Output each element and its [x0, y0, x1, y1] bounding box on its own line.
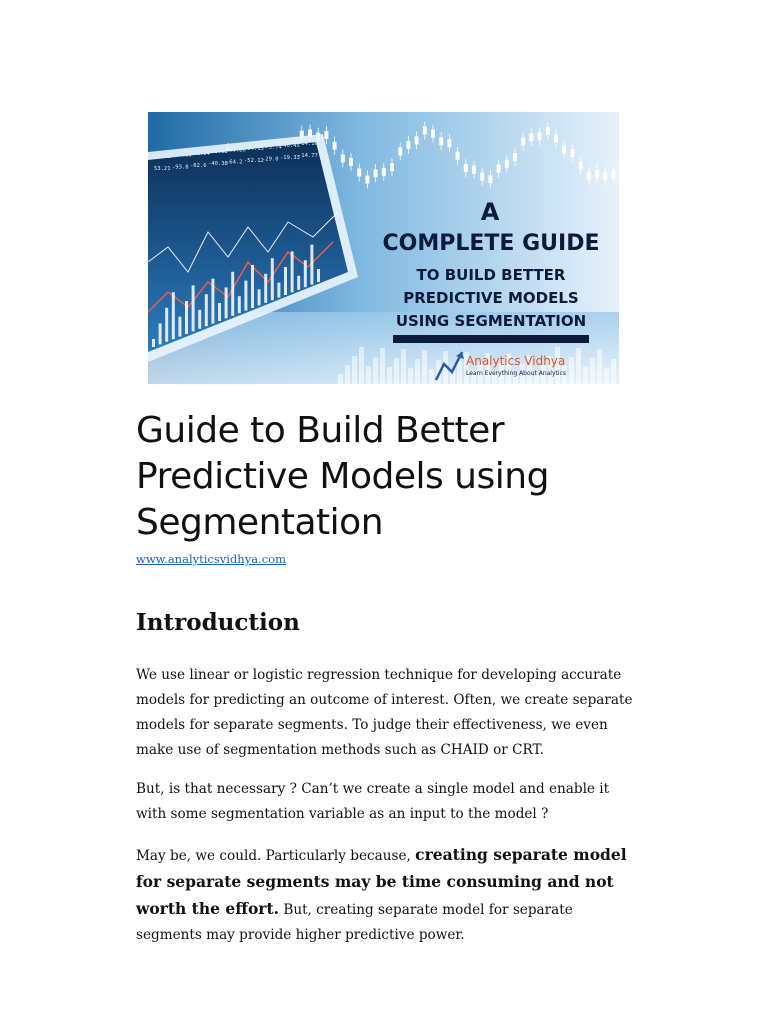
ticker-value: -40.45 [280, 142, 300, 149]
ticker-value: -53.82 [208, 149, 228, 156]
intro-paragraph-2: But, is that necessary ? Can’t we create a single model and enable it with some segmentation variable as an input to the model ? [136, 781, 610, 822]
ticker-value: -64.15 [244, 146, 264, 152]
ticker-value: -11.24 [190, 150, 210, 157]
ticker-value: -64.2 [226, 159, 243, 166]
ticker-value: 53.11 [154, 154, 171, 160]
ticker-value: -73.74 [262, 144, 282, 151]
ticker-value: -84.16 [298, 141, 318, 148]
hero-subtitle-line3: USING SEGMENTATION [395, 312, 587, 330]
ticker-value: -14.77 [298, 153, 318, 160]
hero-title-line1: A [480, 198, 500, 226]
paragraph-3-emphasis: creating separate model for separate segments may be time consuming and not worth the effort. [136, 845, 627, 918]
ticker-value: -60.80 [226, 147, 246, 154]
ticker-value: -19.33 [280, 154, 300, 161]
intro-paragraph-3 [136, 842, 636, 948]
hero-subtitle-line1: TO BUILD BETTER [416, 266, 566, 284]
ticker-value: -36.50 [172, 152, 192, 159]
ticker-value: -02.6 [190, 162, 207, 169]
hero-divider-bar [393, 335, 589, 343]
ticker-value: -40.38 [208, 161, 228, 168]
intro-paragraph-1: We use linear or logistic regression technique for developing accurate models for predicting an outcome of interest. Often, we create separate models for separate segments. To judge their effectiveness, we even make use of segmentation methods such as CHAID or CRT. [136, 667, 633, 758]
ticker-value: -52.12 [244, 158, 264, 164]
article-title: Guide to Build Better Predictive Models using Segmentation [136, 410, 549, 543]
ticker-value: -29.0 [262, 156, 279, 163]
ticker-value: -93.8 [172, 164, 189, 171]
ticker-value: 53.21 [154, 166, 171, 172]
paragraph-3-end: But, creating separate model for separate segments may provide higher predictive power. [136, 902, 573, 943]
hero-subtitle-line2: PREDICTIVE MODELS [403, 289, 579, 307]
source-link[interactable]: www.analyticsvidhya.com [136, 552, 286, 566]
section-heading-introduction: Introduction [136, 609, 300, 636]
paragraph-3-start: May be, we could. Particularly because, [136, 848, 416, 864]
hero-banner-image [148, 112, 619, 384]
hero-title-line2: COMPLETE GUIDE [382, 231, 600, 256]
brand-tagline: Learn Everything About Analytics [466, 370, 566, 377]
brand-name: Analytics Vidhya [466, 354, 566, 368]
